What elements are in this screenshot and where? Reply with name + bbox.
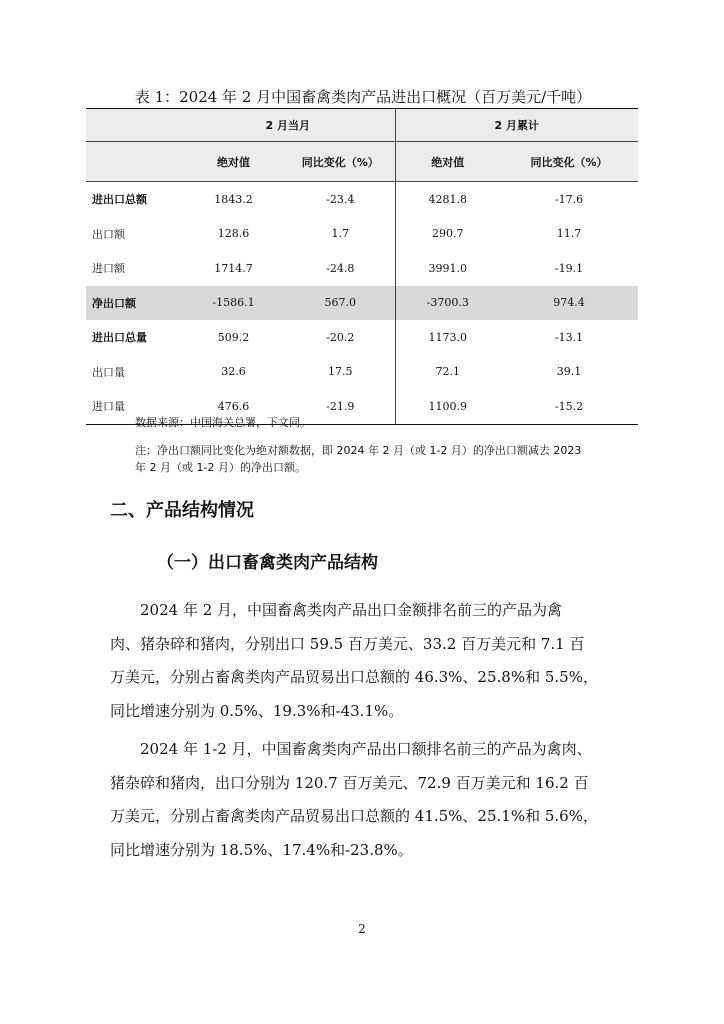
trade-overview-table bbox=[86, 108, 638, 425]
table-cell: 39.1 bbox=[556, 365, 582, 379]
paragraph-line: 万美元，分别占畜禽类肉产品贸易出口总额的 46.3%、25.8%和 5.5%， bbox=[110, 668, 598, 686]
sub-header: 同比变化（%） bbox=[500, 142, 638, 182]
group-header-month: 2 月当月 bbox=[181, 109, 395, 142]
table-cell: 1.7 bbox=[331, 227, 349, 241]
table-cell: 32.6 bbox=[221, 365, 246, 379]
section-heading: 二、产品结构情况 bbox=[110, 500, 254, 521]
table-cell: 11.7 bbox=[556, 227, 582, 241]
table-cell: 17.5 bbox=[328, 365, 353, 379]
table-cell: 1173.0 bbox=[395, 320, 500, 355]
table-cell: 1100.9 bbox=[395, 389, 500, 424]
table-row-highlighted bbox=[86, 286, 638, 321]
table-corner-cell bbox=[86, 142, 181, 182]
table-cell: 509.2 bbox=[217, 330, 250, 344]
table-cell: -23.4 bbox=[326, 192, 355, 206]
table-cell: -15.2 bbox=[500, 389, 638, 424]
table-cell: -1586.1 bbox=[181, 286, 286, 321]
table-row bbox=[86, 251, 638, 286]
table-cell: 476.6 bbox=[181, 389, 286, 424]
table-cell: -17.6 bbox=[554, 192, 584, 206]
table-footnote bbox=[135, 442, 620, 476]
table-sub-header-row bbox=[86, 142, 638, 182]
sub-header: 绝对值 bbox=[181, 142, 286, 182]
paragraph-feb bbox=[110, 594, 630, 728]
subsection-heading: （一）出口畜禽类肉产品结构 bbox=[157, 553, 378, 573]
paragraph-line: 猪杂碎和猪肉，出口分别为 120.7 百万美元、72.9 百万美元和 16.2 百 bbox=[110, 773, 589, 792]
row-label: 出口量 bbox=[92, 365, 125, 379]
paragraph-line: 2024 年 2 月，中国畜禽类肉产品出口金额排名前三的产品为禽 bbox=[140, 601, 563, 619]
table-cell: 3991.0 bbox=[395, 251, 500, 286]
table-cell: -13.1 bbox=[554, 330, 584, 344]
table-cell: -20.2 bbox=[326, 330, 355, 344]
table-group-header-row bbox=[86, 109, 638, 142]
table-row bbox=[86, 355, 638, 390]
row-label: 净出口额 bbox=[86, 286, 181, 321]
table-cell: -24.8 bbox=[326, 261, 355, 275]
paragraph-jan-feb bbox=[110, 733, 630, 867]
source-note: 数据来源：中国海关总署，下文同。 bbox=[135, 416, 311, 429]
footnote-line: 年 2 月（或 1-2 月）的净出口额。 bbox=[135, 461, 306, 474]
table-cell: 1843.2 bbox=[214, 192, 253, 206]
row-label: 进口额 bbox=[92, 262, 125, 276]
paragraph-line: 同比增速分别为 0.5%、19.3%和-43.1%。 bbox=[110, 701, 404, 720]
table-row bbox=[86, 320, 638, 355]
paragraph-line: 同比增速分别为 18.5%、17.4%和-23.8%。 bbox=[110, 840, 413, 859]
footnote-line: 注：净出口额同比变化为绝对额数据，即 2024 年 2 月（或 1-2 月）的净出口额减去 2023 bbox=[135, 444, 582, 457]
table-cell: -3700.3 bbox=[395, 286, 500, 321]
row-label: 进口量 bbox=[86, 389, 181, 424]
paragraph-line: 肉、猪杂碎和猪肉，分别出口 59.5 百万美元、33.2 百万美元和 7.1 百 bbox=[110, 634, 585, 653]
paragraph-line: 2024 年 1-2 月，中国畜禽类肉产品出口额排名前三的产品为禽肉、 bbox=[140, 740, 592, 758]
row-label: 出口额 bbox=[92, 227, 125, 241]
table-corner-cell bbox=[86, 109, 181, 142]
sub-header: 同比变化（%） bbox=[286, 142, 395, 182]
table-cell: 128.6 bbox=[217, 227, 250, 241]
table-caption: 表 1：2024 年 2 月中国畜禽类肉产品进出口概况（百万美元/千吨） bbox=[134, 88, 592, 106]
table-cell: -21.9 bbox=[286, 389, 395, 424]
table-cell: 1714.7 bbox=[214, 261, 253, 275]
row-label: 进出口总量 bbox=[92, 331, 147, 345]
table-cell: 290.7 bbox=[395, 217, 500, 252]
row-label: 进出口总额 bbox=[92, 193, 147, 207]
table-cell: 4281.8 bbox=[395, 182, 500, 217]
table-cell: -19.1 bbox=[554, 261, 584, 275]
table-cell: 567.0 bbox=[286, 286, 395, 321]
paragraph-line: 万美元，分别占畜禽类肉产品贸易出口总额的 41.5%、25.1%和 5.6%， bbox=[110, 807, 598, 825]
table-row bbox=[86, 182, 638, 217]
page-number: 2 bbox=[358, 922, 366, 936]
sub-header: 绝对值 bbox=[395, 142, 500, 182]
table-cell: 72.1 bbox=[395, 355, 500, 390]
group-header-cumulative: 2 月累计 bbox=[395, 109, 638, 142]
table-cell: 974.4 bbox=[500, 286, 638, 321]
table-row bbox=[86, 217, 638, 252]
